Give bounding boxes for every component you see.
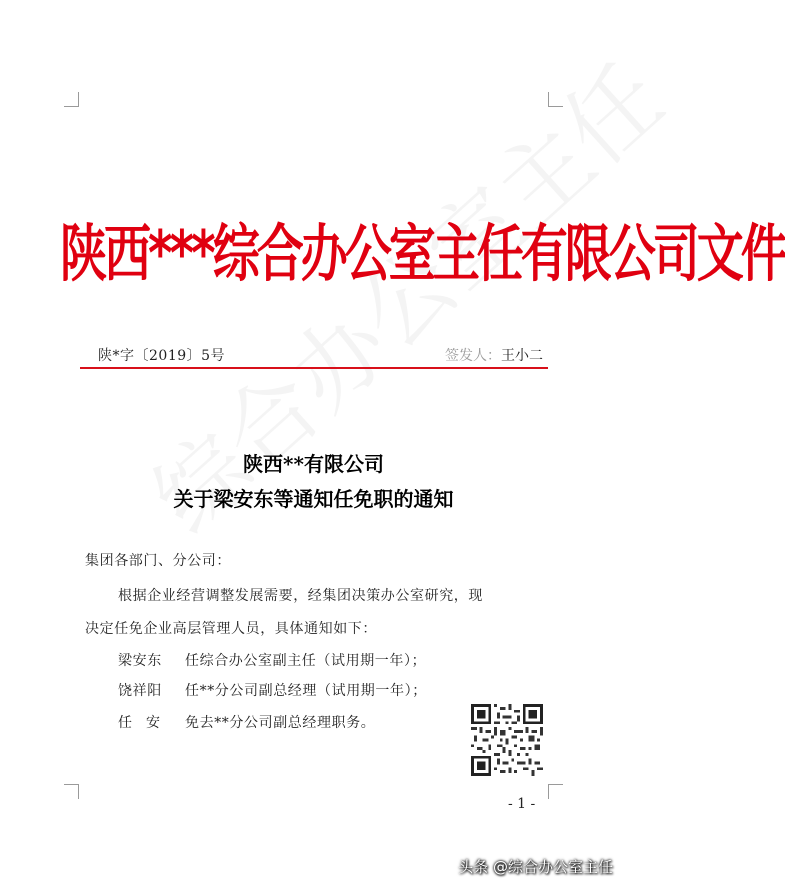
body-paragraph-2: 决定任免企业高层管理人员，具体通知如下： <box>85 621 377 637</box>
red-divider-line <box>80 367 548 369</box>
watermark <box>120 29 687 558</box>
addressee: 集团各部门、分公司： <box>85 553 231 569</box>
crop-mark-top-right <box>548 92 563 107</box>
appointment-name: 饶祥阳 <box>118 683 162 699</box>
appointment-desc: 任**分公司副总经理（试用期一年）； <box>185 683 427 699</box>
body-paragraph-1: 根据企业经营调整发展需要，经集团决策办公室研究，现 <box>118 588 483 604</box>
qr-code-icon <box>471 704 543 776</box>
issuer-name: 王小二 <box>501 348 543 364</box>
page-number: - 1 - <box>508 796 536 812</box>
crop-mark-bottom-left <box>64 784 79 799</box>
crop-mark-bottom-right <box>548 784 563 799</box>
red-header-title: 陕西***综合办公室主任有限公司文件 <box>60 218 785 291</box>
appointment-desc: 免去**分公司副总经理职务。 <box>185 715 376 731</box>
document-number: 陕*字〔2019〕5号 <box>98 348 226 364</box>
issuer-label: 签发人： <box>445 348 501 364</box>
appointment-name: 任安 <box>118 715 174 731</box>
attribution-text: 头条 @综合办公室主任 <box>458 858 613 876</box>
appointment-desc: 任综合办公室副主任（试用期一年）； <box>185 653 427 669</box>
crop-mark-top-left <box>64 92 79 107</box>
appointment-name: 梁安东 <box>118 653 162 669</box>
notice-title-line-2: 关于梁安东等通知任免职的通知 <box>173 487 454 511</box>
issuer <box>445 345 543 365</box>
notice-title-line-1: 陕西**有限公司 <box>243 452 384 476</box>
